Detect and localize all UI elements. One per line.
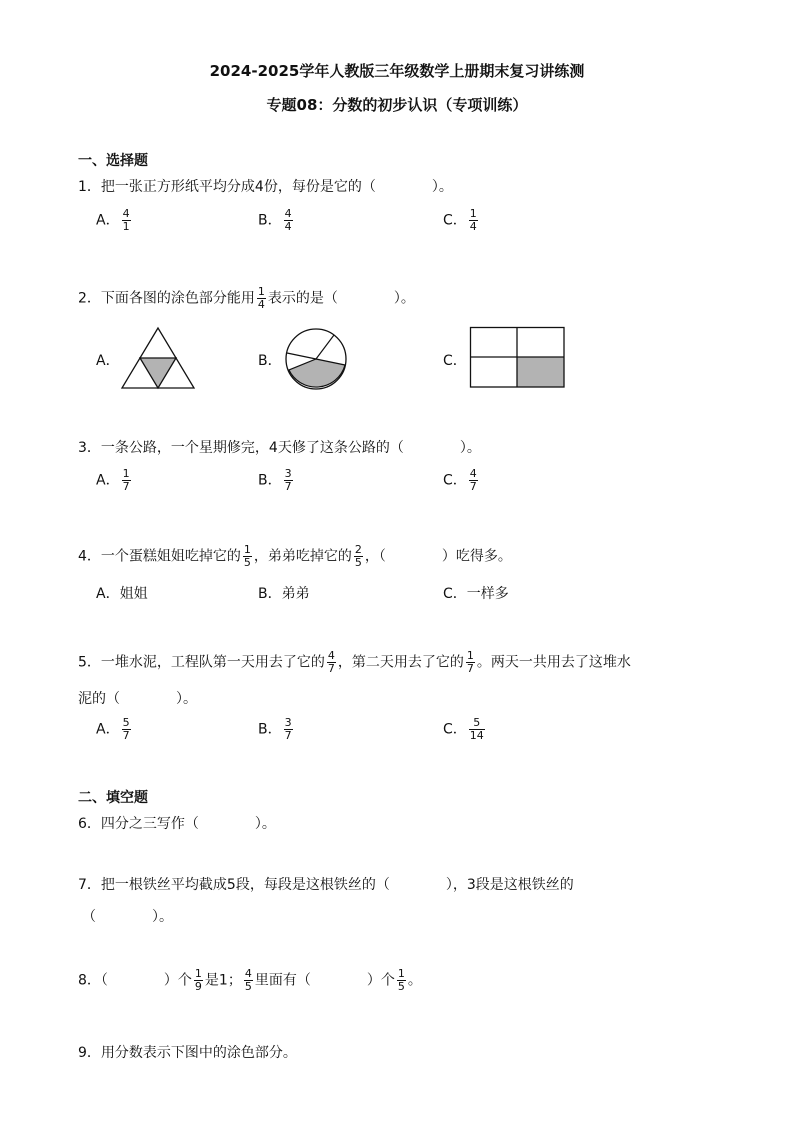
section-heading-choice: 一、选择题 bbox=[78, 153, 148, 169]
fraction: $\frac{5}{7}$ bbox=[122, 716, 130, 742]
fraction: $\frac{1}{7}$ bbox=[122, 467, 130, 493]
question-5-line-2: 泥的（ ）。 bbox=[78, 691, 197, 707]
fraction: $\frac{1}{5}$ bbox=[397, 967, 405, 993]
question-3: 3．一条公路，一个星期修完，4天修了这条公路的（ ）。 bbox=[78, 440, 481, 456]
fraction: $\frac{4}{7}$ bbox=[327, 649, 335, 675]
q4-option-c: C．一样多 bbox=[443, 586, 509, 602]
triangle-figure bbox=[120, 326, 196, 390]
fraction: $\frac{1}{9}$ bbox=[194, 967, 202, 993]
fraction: $\frac{1}{4}$ bbox=[469, 207, 477, 233]
question-2: 2．下面各图的涂色部分能用 $\frac{1}{4}$ 表示的是（ ）。 bbox=[78, 285, 415, 311]
question-5: 5．一堆水泥，工程队第一天用去了它的 $\frac{4}{7}$ ，第二天用去了它的 $\frac{1}{7}$ 。两天一共用去了这堆水 bbox=[78, 649, 631, 675]
question-6: 6．四分之三写作（ ）。 bbox=[78, 816, 276, 832]
fraction: $\frac{1}{5}$ bbox=[243, 543, 251, 569]
question-8: 8．（ ）个 $\frac{1}{9}$ 是1； $\frac{4}{5}$ 里面有（ ）个 $\frac{1}{5}$ 。 bbox=[78, 967, 422, 993]
fraction: $\frac{1}{4}$ bbox=[257, 285, 265, 311]
question-7: 7．把一根铁丝平均截成5段，每段是这根铁丝的（ ），3段是这根铁丝的 bbox=[78, 877, 574, 893]
section-heading-fill: 二、填空题 bbox=[78, 790, 148, 806]
fraction: $\frac{4}{7}$ bbox=[469, 467, 477, 493]
page-title: 2024-2025学年人教版三年级数学上册期末复习讲练测 bbox=[209, 62, 585, 80]
q2-option-c-label: C． bbox=[443, 353, 467, 369]
option-label: B． bbox=[258, 212, 282, 229]
option-label: A． bbox=[96, 212, 120, 229]
fraction: $\frac{4}{1}$ bbox=[122, 207, 130, 233]
question-1: 1．把一张正方形纸平均分成4份，每份是它的（ ）。 bbox=[78, 179, 453, 195]
question-9: 9．用分数表示下图中的涂色部分。 bbox=[78, 1045, 297, 1061]
q3-option-b: B． $\frac{3}{7}$ bbox=[258, 467, 292, 493]
q1-option-b bbox=[258, 208, 295, 233]
q5-option-b: B． $\frac{3}{7}$ bbox=[258, 716, 292, 742]
fraction: $\frac{4}{4}$ bbox=[284, 207, 292, 233]
fraction: $\frac{4}{5}$ bbox=[244, 967, 252, 993]
question-7-line-2: （ ）。 bbox=[82, 909, 173, 925]
q3-option-a: A． $\frac{1}{7}$ bbox=[96, 467, 130, 493]
fraction: $\frac{3}{7}$ bbox=[284, 716, 292, 742]
fraction: $\frac{1}{7}$ bbox=[466, 649, 474, 675]
q5-option-a: A． $\frac{5}{7}$ bbox=[96, 716, 130, 742]
q2-option-a-label: A． bbox=[96, 353, 120, 369]
fraction: $\frac{5}{14}$ bbox=[469, 716, 484, 742]
fraction: $\frac{3}{7}$ bbox=[284, 467, 292, 493]
q4-option-a: A．姐姐 bbox=[96, 586, 148, 602]
option-label: C． bbox=[443, 212, 467, 229]
page-subtitle: 专题08：分数的初步认识（专项训练） bbox=[266, 96, 528, 114]
q4-option-b: B．弟弟 bbox=[258, 586, 310, 602]
q1-option-c bbox=[443, 208, 480, 233]
circle-figure bbox=[282, 326, 350, 392]
q3-option-c: C． $\frac{4}{7}$ bbox=[443, 467, 477, 493]
rectangle-figure bbox=[469, 326, 567, 390]
fraction: $\frac{2}{5}$ bbox=[354, 543, 362, 569]
q2-option-b-label: B． bbox=[258, 353, 282, 369]
q5-option-c: C． $\frac{5}{14}$ bbox=[443, 716, 484, 742]
q1-option-a bbox=[96, 208, 133, 233]
question-4: 4．一个蛋糕姐姐吃掉它的 $\frac{1}{5}$ ，弟弟吃掉它的 $\frac{2}{5}$ ，（ ）吃得多。 bbox=[78, 543, 512, 569]
